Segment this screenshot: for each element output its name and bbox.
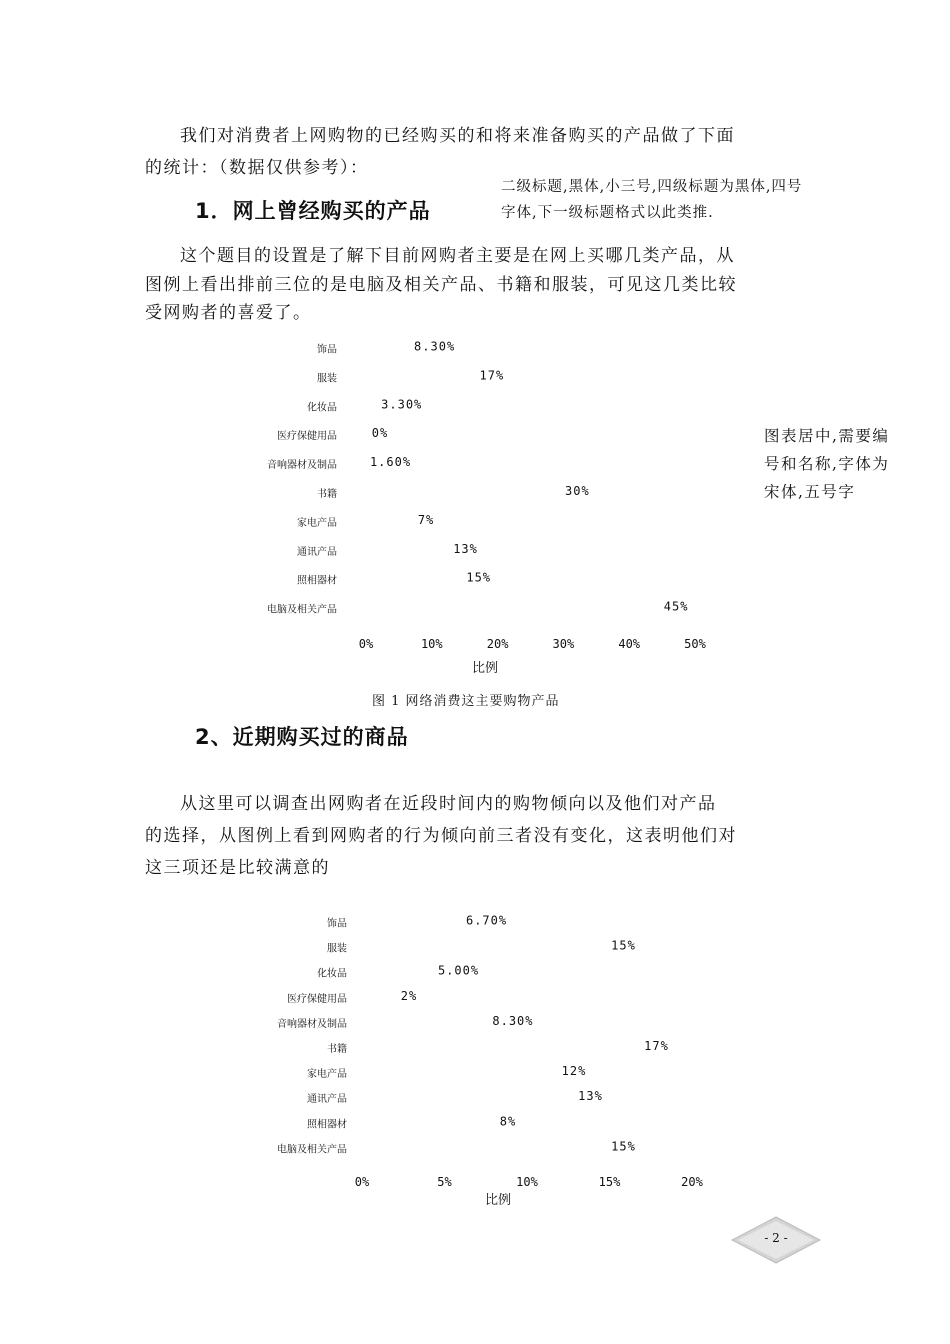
category-label: 通讯产品 bbox=[307, 1094, 347, 1106]
bar bbox=[366, 545, 452, 559]
bar bbox=[366, 516, 412, 530]
x-axis-title: 比例 bbox=[484, 1193, 512, 1208]
tick-label: 10% bbox=[420, 637, 443, 651]
bar bbox=[362, 1018, 499, 1030]
x-axis-title: 比例 bbox=[471, 661, 499, 676]
figure-1-caption: 图 1 网络消费这主要购物产品 bbox=[372, 694, 560, 709]
chart-format-note-line-2: 号和名称,字体为 bbox=[764, 455, 890, 473]
category-label: 照相器材 bbox=[307, 1119, 347, 1131]
data-label: 13% bbox=[453, 541, 478, 556]
category-label: 服装 bbox=[327, 943, 347, 955]
data-label: 30% bbox=[565, 484, 590, 498]
chart-format-note-line-1: 图表居中,需要编 bbox=[764, 427, 890, 445]
category-label: 音响器材及制品 bbox=[267, 460, 337, 472]
intro-line-1: 我们对消费者上网购物的已经购买的和将来准备购买的产品做了下面 bbox=[180, 126, 735, 146]
data-label: 7% bbox=[417, 512, 435, 527]
tick-label: 15% bbox=[598, 1175, 621, 1189]
category-label: 化妆品 bbox=[317, 968, 347, 980]
paragraph-1-line-2: 图例上看出排前三位的是电脑及相关产品、书籍和服装，可见这几类比较 bbox=[145, 275, 737, 295]
tick-label: 50% bbox=[684, 637, 706, 651]
page-number-badge bbox=[730, 1215, 822, 1265]
bar bbox=[362, 968, 445, 980]
data-label: 45% bbox=[663, 599, 689, 614]
bar bbox=[362, 993, 395, 1005]
chart-format-note bbox=[764, 422, 889, 506]
paragraph-1-line-1: 这个题目的设置是了解下目前网购者主要是在网上买哪几类产品，从 bbox=[180, 246, 735, 266]
page-number: - 2 - bbox=[764, 1231, 788, 1245]
bar bbox=[366, 603, 662, 617]
data-label: 3.30% bbox=[381, 397, 423, 412]
category-label: 化妆品 bbox=[307, 402, 337, 414]
tick-label: 20% bbox=[681, 1175, 703, 1189]
tick-label: 10% bbox=[516, 1175, 538, 1189]
data-label: 15% bbox=[611, 1139, 636, 1154]
category-label: 书籍 bbox=[317, 489, 337, 500]
data-label: 5.00% bbox=[437, 963, 480, 978]
category-label: 电脑及相关产品 bbox=[267, 604, 337, 616]
chart-recent-purchases bbox=[0, 905, 950, 1215]
bar bbox=[366, 574, 465, 588]
bar bbox=[362, 1044, 643, 1056]
data-label: 12% bbox=[561, 1064, 587, 1079]
category-label: 医疗保健用品 bbox=[277, 431, 337, 443]
tick-label: 0% bbox=[358, 637, 374, 651]
category-label: 饰品 bbox=[327, 918, 347, 930]
intro-line-2: 的统计：（数据仅供参考）： bbox=[145, 158, 369, 178]
chart-format-note-line-3: 宋体,五号字 bbox=[764, 483, 856, 501]
data-label: 0% bbox=[371, 426, 389, 441]
bar bbox=[362, 918, 473, 930]
data-label: 17% bbox=[479, 368, 505, 383]
category-label: 家电产品 bbox=[307, 1069, 347, 1081]
bar bbox=[362, 1094, 577, 1106]
bar bbox=[362, 1144, 610, 1156]
category-label: 通讯产品 bbox=[297, 546, 337, 558]
paragraph-2-line-1: 从这里可以调查出网购者在近段时间内的购物倾向以及他们对产品 bbox=[180, 794, 717, 814]
category-label: 音响器材及制品 bbox=[277, 1018, 347, 1030]
category-label: 服装 bbox=[317, 373, 337, 385]
data-label: 8.30% bbox=[414, 339, 456, 354]
data-label: 2% bbox=[400, 988, 418, 1003]
category-label: 照相器材 bbox=[297, 575, 337, 587]
heading-format-note bbox=[501, 174, 802, 226]
paragraph-1-line-3: 受网购者的喜爱了。 bbox=[145, 303, 312, 323]
category-label: 医疗保健用品 bbox=[287, 993, 347, 1005]
bar bbox=[366, 488, 563, 502]
tick-label: 40% bbox=[618, 637, 641, 651]
heading-format-note-line-1: 二级标题,黑体,小三号,四级标题为黑体,四号 bbox=[501, 179, 803, 195]
tick-label: 20% bbox=[486, 637, 509, 651]
category-label: 书籍 bbox=[327, 1044, 347, 1055]
bar bbox=[366, 343, 421, 357]
category-label: 饰品 bbox=[317, 344, 337, 356]
data-label: 13% bbox=[578, 1089, 603, 1104]
tick-label: 30% bbox=[552, 637, 575, 651]
bar bbox=[366, 372, 478, 386]
data-label: 17% bbox=[644, 1039, 669, 1053]
data-label: 6.70% bbox=[465, 913, 508, 928]
heading-format-note-line-2: 字体,下一级标题格式以此类推. bbox=[501, 205, 714, 221]
section-heading-2: 2、近期购买过的商品 bbox=[195, 725, 409, 749]
paragraph-2-line-3: 这三项还是比较满意的 bbox=[145, 858, 330, 878]
paragraph-2-line-2: 的选择，从图例上看到网购者的行为倾向前三者没有变化，这表明他们对 bbox=[145, 826, 737, 846]
bar bbox=[362, 1119, 494, 1131]
category-label: 电脑及相关产品 bbox=[277, 1144, 347, 1156]
data-label: 8.30% bbox=[492, 1013, 534, 1028]
bar bbox=[362, 1069, 560, 1081]
section-heading-1: 1．网上曾经购买的产品 bbox=[195, 199, 431, 223]
tick-label: 5% bbox=[437, 1175, 452, 1189]
data-label: 15% bbox=[466, 570, 492, 585]
category-label: 家电产品 bbox=[297, 517, 337, 529]
data-label: 8% bbox=[499, 1114, 517, 1129]
data-label: 15% bbox=[611, 938, 636, 953]
chart-purchased-products bbox=[0, 330, 950, 690]
bar bbox=[362, 943, 610, 955]
data-label: 1.60% bbox=[369, 455, 412, 470]
tick-label: 0% bbox=[354, 1175, 370, 1189]
